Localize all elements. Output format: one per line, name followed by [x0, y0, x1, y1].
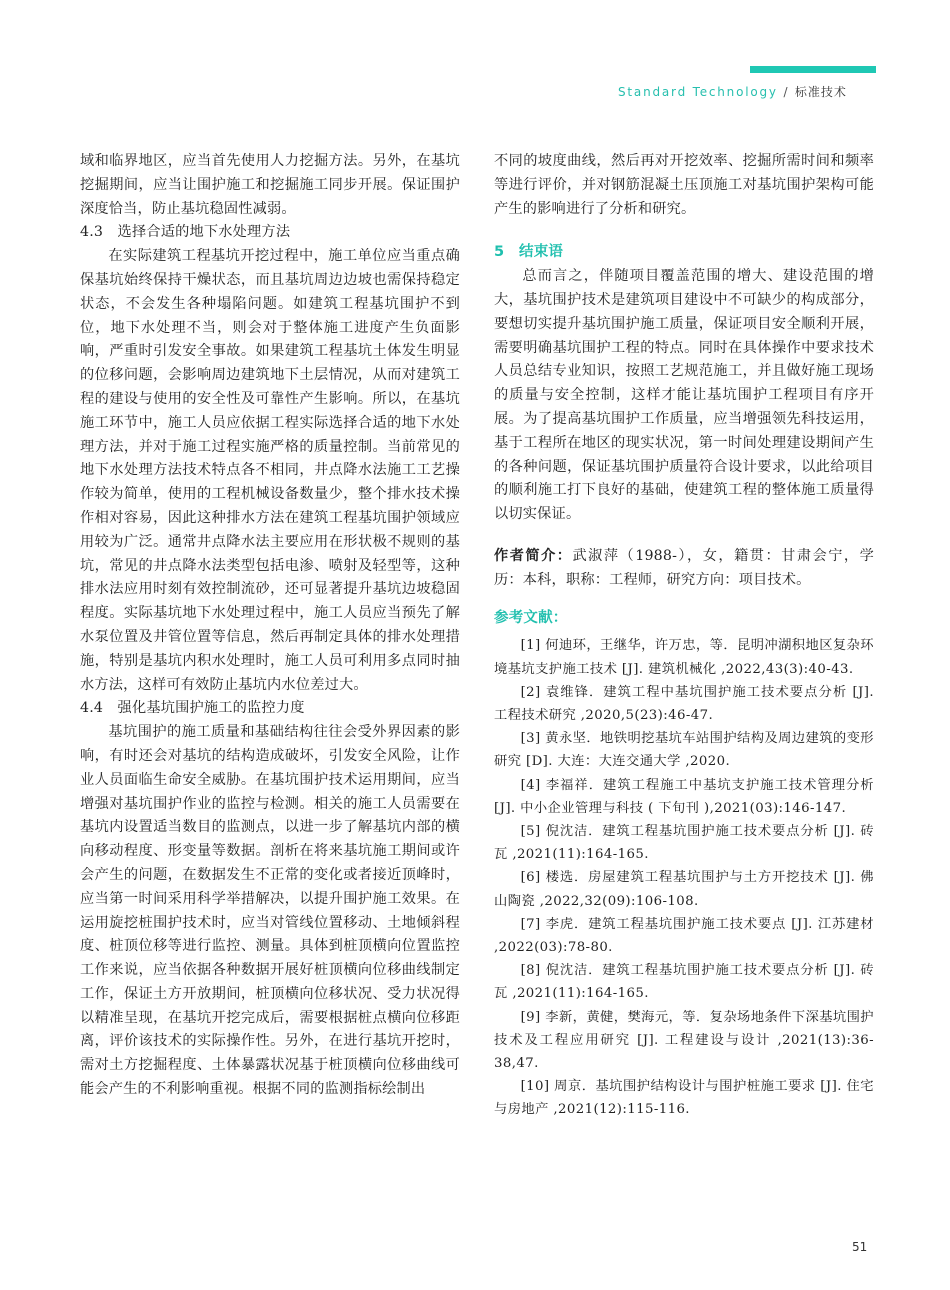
reference-item: [3] 黄永坚．地铁明挖基坑车站围护结构及周边建筑的变形研究 [D]. 大连：大连交通大学 ,2020. — [494, 731, 874, 770]
author-bio-label: 作者简介： — [494, 547, 573, 564]
paragraph-conclusion: 总而言之，伴随项目覆盖范围的增大、建设范围的增大，基坑围护技术是建筑项目建设中不可缺少的构成部分，要想切实提升基坑围护施工质量，保证项目安全顺利开展，需要明确基坑围护工程的特点。同时在具体操作中要求技术人员总结专业知识，按照工艺规范施工，并且做好施工现场的质量与安全控制，这样才能让基坑围护工程项目有序开展。为了提高基坑围护工作质量，应当增强领先科技运用，基于工程所在地区的现实状况，第一时间处理建设期间产生的各种问题，保证基坑围护质量符合设计要求，以此给项目的顺利施工打下良好的基础，使建筑工程的整体施工质量得以切实保证。 — [494, 268, 874, 523]
left-column — [80, 150, 460, 1102]
references-title: 参考文献： — [494, 609, 568, 626]
reference-item: [4] 李福祥．建筑工程施工中基坑支护施工技术管理分析 [J]. 中小企业管理与科技 ( 下旬刊 ),2021(03):146-147. — [494, 777, 874, 816]
author-bio — [494, 545, 874, 593]
paragraph-4-3: 在实际建筑工程基坑开挖过程中，施工单位应当重点确保基坑始终保持干燥状态，而且基坑周边边坡也需保持稳定状态，不会发生各种塌陷问题。如建筑工程基坑围护不到位，地下水处理不当，则会对于整体施工进度产生负面影响，严重时引发安全事故。如果建筑工程基坑土体发生明显的位移问题，会影响周边建筑地下土层情况，从而对建筑工程的建设与使用的安全性及可靠性产生影响。所以，在基坑施工环节中，施工人员应依据工程实际选择合适的地下水处理方法，并对于施工过程实施严格的质量控制。当前常见的地下水处理方法技术特点各不相同，井点降水法施工工艺操作较为简单，使用的工程机械设备数量少，整个排水技术操作相对容易，因此这种排水方法在建筑工程基坑围护领域应用较为广泛。通常井点降水法主要应用在形状极不规则的基坑，常见的井点降水法类型包括电渗、喷射及轻型等，这种排水法应用时刻有效控制流砂，还可显著提升基坑边坡稳固程度。实际基坑地下水处理过程中，施工人员应当预先了解水泵位置及井管位置等信息，然后再制定具体的排水处理措施，特别是基坑内积水处理时，施工人员可利用多点同时抽水方法，这样可有效防止基坑内水位差过大。 — [80, 248, 460, 693]
header-section-cn: 标准技术 — [794, 85, 847, 99]
reference-item: [9] 李新，黄健，樊海元，等．复杂场地条件下深基坑围护技术及工程应用研究 [J]. 工程建设与设计 ,2021(13):36-38,47. — [494, 1009, 874, 1071]
header-separator: / — [777, 85, 795, 99]
heading-5-conclusion: 5 结束语 — [494, 244, 564, 261]
page-number: 51 — [852, 1240, 868, 1254]
reference-item: [1] 何迪环，王继华，许万忠，等．昆明冲湖积地区复杂环境基坑支护施工技术 [J]. 建筑机械化 ,2022,43(3):40-43. — [494, 638, 874, 677]
paragraph-4-4: 基坑围护的施工质量和基础结构往往会受外界因素的影响，有时还会对基坑的结构造成破坏，引发安全风险，让作业人员面临生命安全威胁。在基坑围护技术运用期间，应当增强对基坑围护作业的监控与检测。相关的施工人员需要在基坑内设置适当数目的监测点，以进一步了解基坑内部的横向移动程度、形变量等数据。剖析在将来基坑施工期间或许会产生的问题，在数据发生不正常的变化或者接近顶峰时，应当第一时间采用科学举措解决，以提升围护施工效果。在运用旋挖桩围护技术时，应当对管线位置移动、土地倾斜程度、桩顶位移等进行监控、测量。具体到桩顶横向位置监控工作来说，应当依据各种数据开展好桩顶横向位移曲线制定工作，保证土方开放期间，桩顶横向位移状况、受力状况得以精准呈现，在基坑开挖完成后，需要根据桩点横向位移距离，评价该技术的实际操作性。另外，在进行基坑开挖时，需对土方挖掘程度、土体暴露状况基于桩顶横向位移曲线可能会产生的不利影响重视。根据不同的监测指标绘制出 — [80, 724, 460, 1098]
right-column — [494, 150, 874, 1122]
heading-4-4: 4.4 强化基坑围护施工的监控力度 — [80, 700, 305, 717]
header-accent-bar — [750, 66, 876, 73]
paragraph-continued-right: 不同的坡度曲线，然后再对开挖效率、挖掘所需时间和频率等进行评价，并对钢筋混凝土压顶施工对基坑围护架构可能产生的影响进行了分析和研究。 — [494, 153, 874, 217]
header-section-en: Standard Technology — [618, 85, 778, 99]
reference-item: [2] 袁维锋．建筑工程中基坑围护施工技术要点分析 [J]. 工程技术研究 ,2020,5(23):46-47. — [494, 684, 874, 723]
references-list — [494, 634, 874, 1121]
reference-item: [10] 周京．基坑围护结构设计与围护桩施工要求 [J]. 住宅与房地产 ,2021(12):115-116. — [494, 1079, 874, 1118]
reference-item: [6] 楼选．房屋建筑工程基坑围护与土方开挖技术 [J]. 佛山陶瓷 ,2022,32(09):106-108. — [494, 870, 874, 909]
heading-4-3: 4.3 选择合适的地下水处理方法 — [80, 224, 291, 241]
paragraph-continued: 域和临界地区，应当首先使用人力挖掘方法。另外，在基坑挖掘期间，应当让围护施工和挖掘施工同步开展。保证围护深度恰当，防止基坑稳固性减弱。 — [80, 153, 460, 217]
reference-item: [8] 倪沈洁．建筑工程基坑围护施工技术要点分析 [J]. 砖瓦 ,2021(11):164-165. — [494, 963, 874, 1002]
running-header — [618, 83, 847, 100]
reference-item: [7] 李虎．建筑工程基坑围护施工技术要点 [J]. 江苏建材 ,2022(03):78-80. — [494, 916, 874, 955]
reference-item: [5] 倪沈洁．建筑工程基坑围护施工技术要点分析 [J]. 砖瓦 ,2021(11):164-165. — [494, 823, 874, 863]
author-bio-text: 武淑萍（1988-），女，籍贯：甘肃会宁，学历：本科，职称：工程师，研究方向：项目技术。 — [494, 547, 874, 588]
